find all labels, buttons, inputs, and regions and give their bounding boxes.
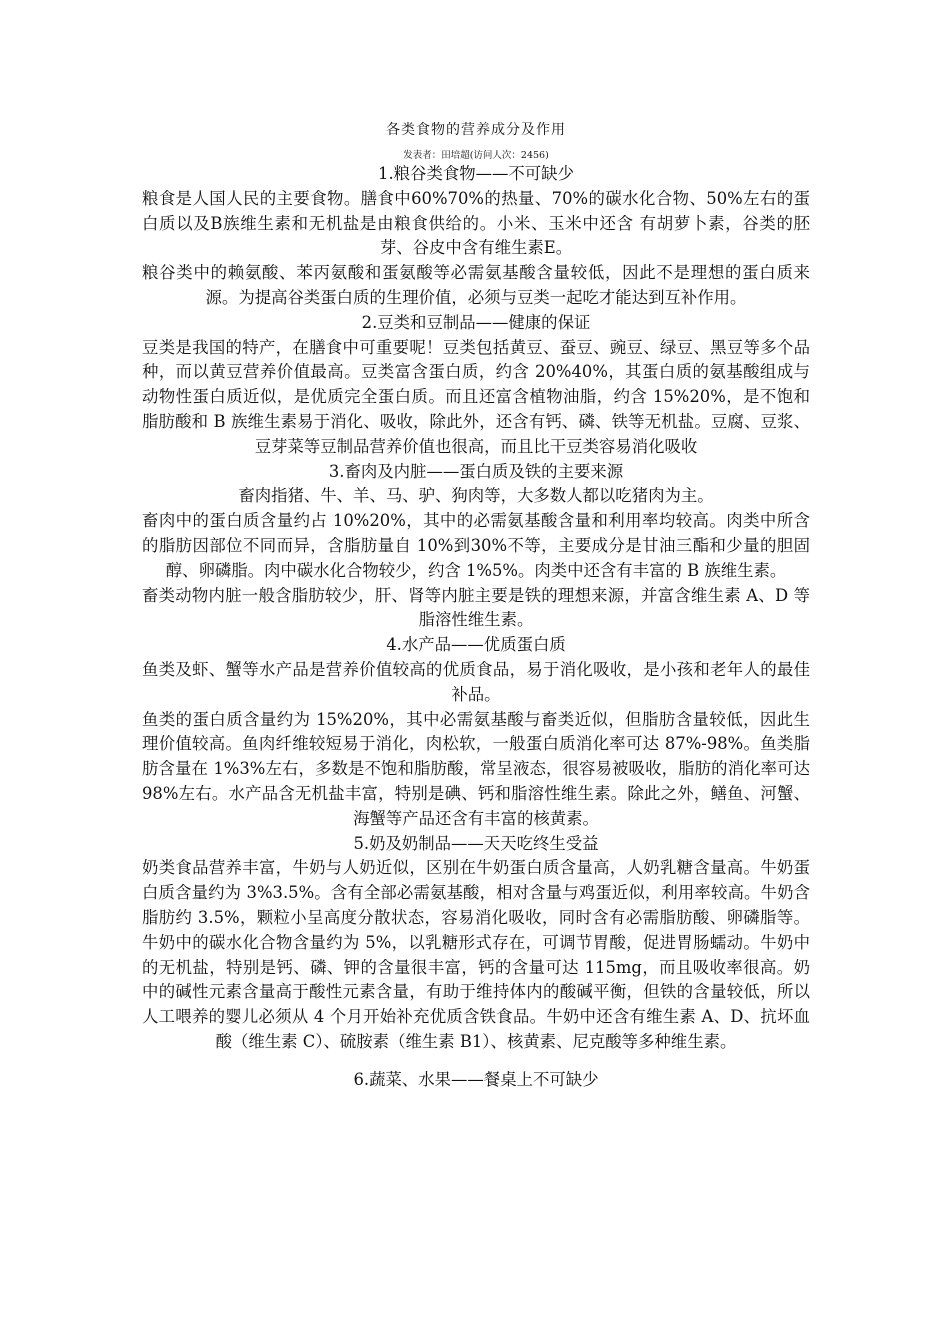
section-heading-beans: 2.豆类和豆制品——健康的保证 (361, 312, 591, 332)
paragraph: 鱼类的蛋白质含量约为 15%20%，其中必需氨基酸与畜类近似，但脂肪含量较低，因此生理价值较高。鱼肉纤维较短易于消化，肉松软，一般蛋白质消化率可达 87%-98%。鱼类脂肪含量在 1%3%左右，多数是不饱和脂肪酸，常呈液态，很容易被吸收，脂肪的消化率可达 98%左右。水产品含无机盐丰富，特别是碘、钙和脂溶性维生素。除此之外，鳝鱼、河蟹、海蟹等产品还含有丰富的核黄素。 (142, 709, 810, 828)
document-body (142, 162, 810, 1092)
section-heading-dairy: 5.奶及奶制品——天天吃终生受益 (353, 833, 599, 853)
section-heading-meat: 3.畜肉及内脏——蛋白质及铁的主要来源 (328, 461, 624, 481)
paragraph: 奶类食品营养丰富，牛奶与人奶近似，区别在牛奶蛋白质含量高，人奶乳糖含量高。牛奶蛋白质含量约为 3%3.5%。含有全部必需氨基酸，相对含量与鸡蛋近似，利用率较高。牛奶含脂肪约 3.5%，颗粒小呈高度分散状态，容易消化吸收，同时含有必需脂肪酸、卵磷脂等。牛奶中的碳水化合物含量约为 5%，以乳糖形式存在，可调节胃酸，促进胃肠蠕动。牛奶中的无机盐，特别是钙、磷、钾的含量很丰富，钙的含量可达 115mg，而且吸收率很高。奶中的碱性元素含量高于酸性元素含量，有助于维持体内的酸碱平衡，但铁的含量较低，所以人工喂养的婴儿必须从 4 个月开始补充优质含铁食品。牛奶中还含有维生素 A、D、抗坏血酸（维生素 C）、硫胺素（维生素 B1）、核黄素、尼克酸等多种维生素。 (142, 858, 810, 1051)
paragraph: 畜肉中的蛋白质含量约占 10%20%，其中的必需氨基酸含量和利用率均较高。肉类中所含的脂肪因部位不同而异，含脂肪量自 10%到30%不等，主要成分是甘油三酯和少量的胆固醇、卵磷脂。肉中碳水化合物较少，约含 1%5%。肉类中还含有丰富的 B 族维生素。 (142, 511, 810, 580)
section-heading-seafood: 4.水产品——优质蛋白质 (386, 635, 566, 655)
document-title: 各类食物的营养成分及作用 (386, 122, 566, 138)
paragraph: 鱼类及虾、蟹等水产品是营养价值较高的优质食品，易于消化吸收，是小孩和老年人的最佳补品。 (142, 659, 810, 704)
paragraph: 粮谷类中的赖氨酸、苯丙氨酸和蛋氨酸等必需氨基酸含量较低，因此不是理想的蛋白质来源。为提高谷类蛋白质的生理价值，必须与豆类一起吃才能达到互补作用。 (142, 263, 810, 307)
paragraph: 畜类动物内脏一般含脂肪较少，肝、肾等内脏主要是铁的理想来源，并富含维生素 A、D 等脂溶性维生素。 (142, 585, 810, 630)
paragraph: 畜肉指猪、牛、羊、马、驴、狗肉等，大多数人都以吃猪肉为主。 (238, 486, 714, 506)
spacer (142, 1055, 810, 1068)
author-meta: 发表者：田培超(访问人次：2456) (403, 150, 549, 161)
section-heading-vegetables: 6.蔬菜、水果——餐桌上不可缺少 (353, 1069, 599, 1089)
paragraph: 豆类是我国的特产，在膳食中可重要呢！豆类包括黄豆、蚕豆、豌豆、绿豆、黑豆等多个品种，而以黄豆营养价值最高。豆类富含蛋白质，约含 20%40%，其蛋白质的氨基酸组成与动物性蛋白质近似，是优质完全蛋白质。而且还富含植物油脂，约含 15%20%，是不饱和脂肪酸和 B 族维生素易于消化、吸收，除此外，还含有钙、磷、铁等无机盐。豆腐、豆浆、豆芽菜等豆制品营养价值也很高，而且比干豆类容易消化吸收 (142, 337, 810, 456)
section-heading-grains: 1.粮谷类食物——不可缺少 (378, 164, 574, 183)
paragraph: 粮食是人国人民的主要食物。膳食中60%70%的热量、70%的碳水化合物、50%左右的蛋白质以及B族维生素和无机盐是由粮食供给的。小米、玉米中还含 有胡萝卜素，谷类的胚芽、谷皮中含有维生素E。 (142, 188, 810, 258)
